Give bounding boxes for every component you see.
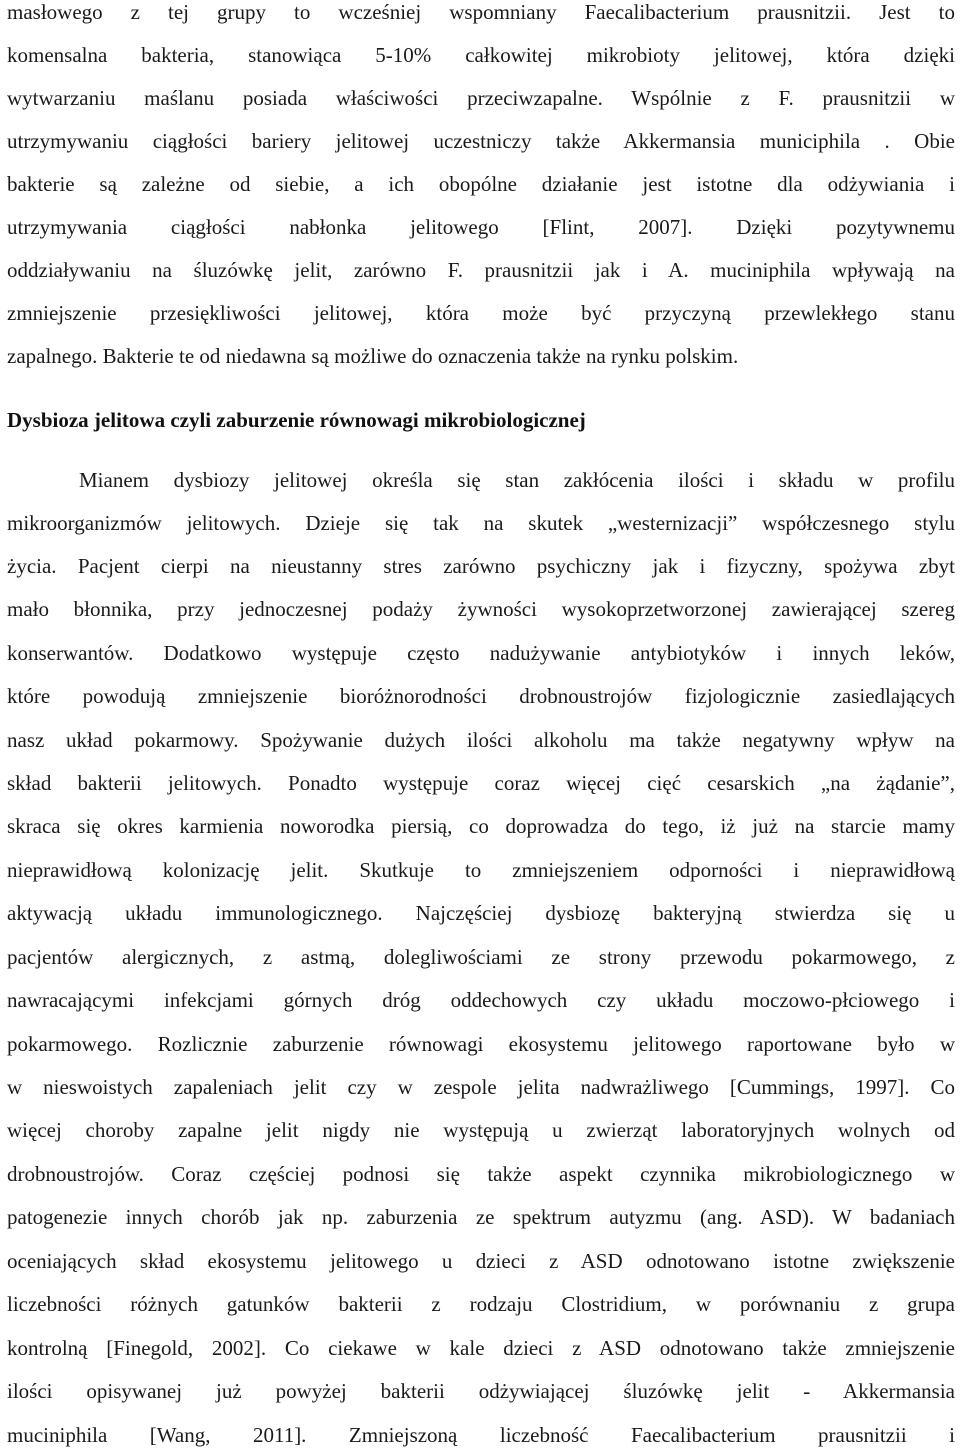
paragraph-line: które powodują zmniejszenie bioróżnorodności drobnoustrojów fizjologicznie zasiedlających (7, 684, 955, 708)
paragraph-line: drobnoustrojów. Coraz częściej podnosi się także aspekt czynnika mikrobiologicznego w (7, 1162, 955, 1186)
paragraph-line: zmniejszenie przesiękliwości jelitowej, która może być przyczyną przewlekłego stanu (7, 301, 955, 325)
paragraph-line: masłowego z tej grupy to wcześniej wspomniany Faecalibacterium prausnitzii. Jest to (7, 0, 955, 24)
paragraph-line: kontrolną [Finegold, 2002]. Co ciekawe w kale dzieci z ASD odnotowano także zmniejszenie (7, 1336, 955, 1360)
paragraph-line: patogenezie innych chorób jak np. zaburzenia ze spektrum autyzmu (ang. ASD). W badaniach (7, 1205, 955, 1229)
paragraph-line: mikroorganizmów jelitowych. Dzieje się tak na skutek „westernizacji” współczesnego stylu (7, 511, 955, 535)
paragraph-line: liczebności różnych gatunków bakterii z rodzaju Clostridium, w porównaniu z grupa (7, 1292, 955, 1316)
paragraph-line: nieprawidłową kolonizację jelit. Skutkuje to zmniejszeniem odporności i nieprawidłową (7, 858, 955, 882)
paragraph-line: konserwantów. Dodatkowo występuje często nadużywanie antybiotyków i innych leków, (7, 641, 955, 665)
paragraph-line: bakterie są zależne od siebie, a ich obopólne działanie jest istotne dla odżywiania i (7, 172, 955, 196)
paragraph-line: oceniających skład ekosystemu jelitowego u dzieci z ASD odnotowano istotne zwiększenie (7, 1249, 955, 1273)
paragraph-line: więcej choroby zapalne jelit nigdy nie występują u zwierząt laboratoryjnych wolnych od (7, 1118, 955, 1142)
paragraph-line: pacjentów alergicznych, z astmą, dolegliwościami ze strony przewodu pokarmowego, z (7, 945, 955, 969)
paragraph-line: nawracającymi infekcjami górnych dróg oddechowych czy układu moczowo-płciowego i (7, 988, 955, 1012)
paragraph-line: muciniphila [Wang, 2011]. Zmniejszoną liczebność Faecalibacterium prausnitzii i (7, 1423, 955, 1447)
paragraph-line: komensalna bakteria, stanowiąca 5-10% całkowitej mikrobioty jelitowej, która dzięki (7, 43, 955, 67)
paragraph-line: utrzymywaniu ciągłości bariery jelitowej uczestniczy także Akkermansia municiphila . Obie (7, 129, 955, 153)
paragraph-line: Mianem dysbiozy jelitowej określa się stan zakłócenia ilości i składu w profilu (79, 468, 955, 492)
paragraph-line: aktywacją układu immunologicznego. Najczęściej dysbiozę bakteryjną stwierdza się u (7, 901, 955, 925)
paragraph-line: zapalnego. Bakterie te od niedawna są możliwe do oznaczenia także na rynku polskim. (7, 344, 739, 368)
paragraph-line: życia. Pacjent cierpi na nieustanny stres zarówno psychiczny jak i fizyczny, spożywa zbyt (7, 554, 955, 578)
paragraph-line: nasz układ pokarmowy. Spożywanie dużych ilości alkoholu ma także negatywny wpływ na (7, 728, 955, 752)
paragraph-line: pokarmowego. Rozlicznie zaburzenie równowagi ekosystemu jelitowego raportowane było w (7, 1032, 955, 1056)
paragraph-line: skład bakterii jelitowych. Ponadto występuje coraz więcej cięć cesarskich „na żądanie”, (7, 771, 955, 795)
section-heading: Dysbioza jelitowa czyli zaburzenie równowagi mikrobiologicznej (7, 408, 586, 432)
paragraph-line: utrzymywania ciągłości nabłonka jelitowego [Flint, 2007]. Dzięki pozytywnemu (7, 215, 955, 239)
paragraph-line: oddziaływaniu na śluzówkę jelit, zarówno F. prausnitzii jak i A. muciniphila wpływają na (7, 258, 955, 282)
paragraph-line: skraca się okres karmienia noworodka piersią, co doprowadza do tego, iż już na starcie mamy (7, 814, 955, 838)
paragraph-line: wytwarzaniu maślanu posiada właściwości przeciwzapalne. Wspólnie z F. prausnitzii w (7, 86, 955, 110)
paragraph-line: ilości opisywanej już powyżej bakterii odżywiającej śluzówkę jelit - Akkermansia (7, 1379, 955, 1403)
paragraph-line: mało błonnika, przy jednoczesnej podaży żywności wysokoprzetworzonej zawierającej szereg (7, 597, 955, 621)
paragraph-line: w nieswoistych zapaleniach jelit czy w zespole jelita nadwrażliwego [Cummings, 1997]. Co (7, 1075, 955, 1099)
